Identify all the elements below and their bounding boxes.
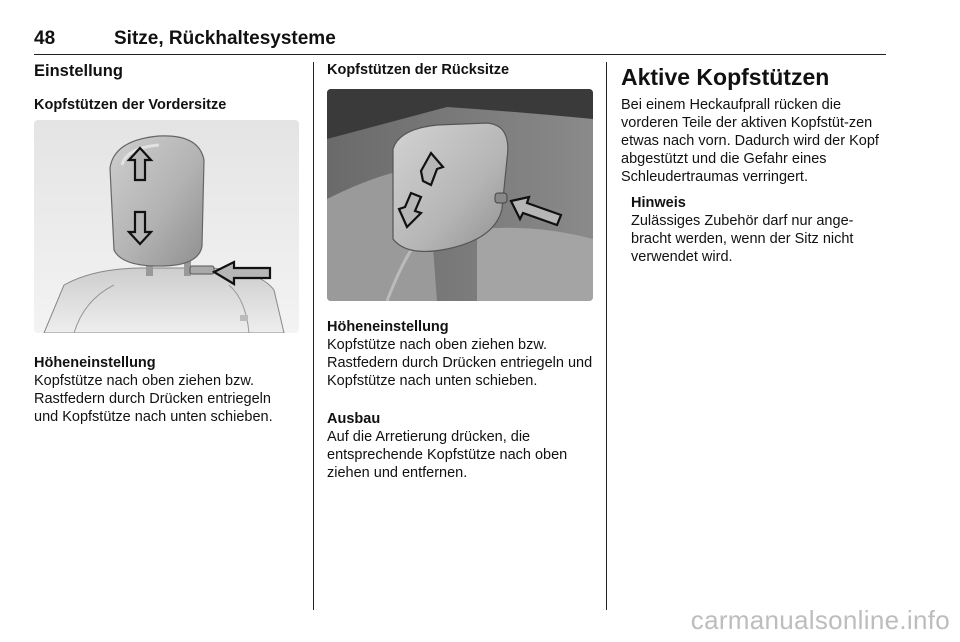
- running-title: Sitze, Rückhaltesysteme: [114, 28, 336, 49]
- front-headrest-figure: [34, 120, 299, 333]
- subsection-title: Kopfstützen der Rücksitze: [327, 62, 510, 78]
- height-adjustment-heading: Höheneinstellung: [327, 319, 449, 335]
- section-title: Aktive Kopfstützen: [621, 64, 830, 90]
- height-adjustment-heading: Höheneinstellung: [34, 355, 156, 371]
- note-text: Zulässiges Zubehör darf nur ange-bracht werden, wenn der Sitz nicht verwendet wird.: [631, 213, 854, 265]
- rear-headrest-figure: [327, 89, 593, 301]
- column-left: [34, 62, 299, 440]
- section-title: Einstellung: [34, 62, 123, 80]
- subsection-title: Kopfstützen der Vordersitze: [34, 97, 227, 113]
- height-adjustment-text: Kopfstütze nach oben ziehen bzw. Rastfedern durch Drücken entriegeln und Kopfstütze nach unten schieben.: [34, 373, 273, 425]
- column-right: [621, 62, 883, 280]
- removal-heading: Ausbau: [327, 411, 381, 427]
- removal-text: Auf die Arretierung drücken, die entsprechende Kopfstütze nach oben ziehen und entfernen.: [327, 429, 568, 481]
- column-divider: [606, 62, 607, 610]
- page-number: 48: [34, 28, 56, 49]
- watermark: carmanualsonline.info: [690, 605, 950, 635]
- page-header: [34, 26, 886, 55]
- note-box: [631, 194, 883, 266]
- height-adjustment-text: Kopfstütze nach oben ziehen bzw. Rastfedern durch Drücken entriegeln und Kopfstütze nach unten schieben.: [327, 337, 593, 389]
- active-headrest-text: Bei einem Heckaufprall rücken die vorderen Teile der aktiven Kopfstüt-zen etwas nach vorn. Dadurch wird der Kopf abgestützt und die Gefahr eines Schleudertraumas verringert.: [621, 97, 879, 185]
- column-divider: [313, 62, 314, 610]
- note-title: Hinweis: [631, 195, 686, 211]
- column-middle: [327, 62, 593, 496]
